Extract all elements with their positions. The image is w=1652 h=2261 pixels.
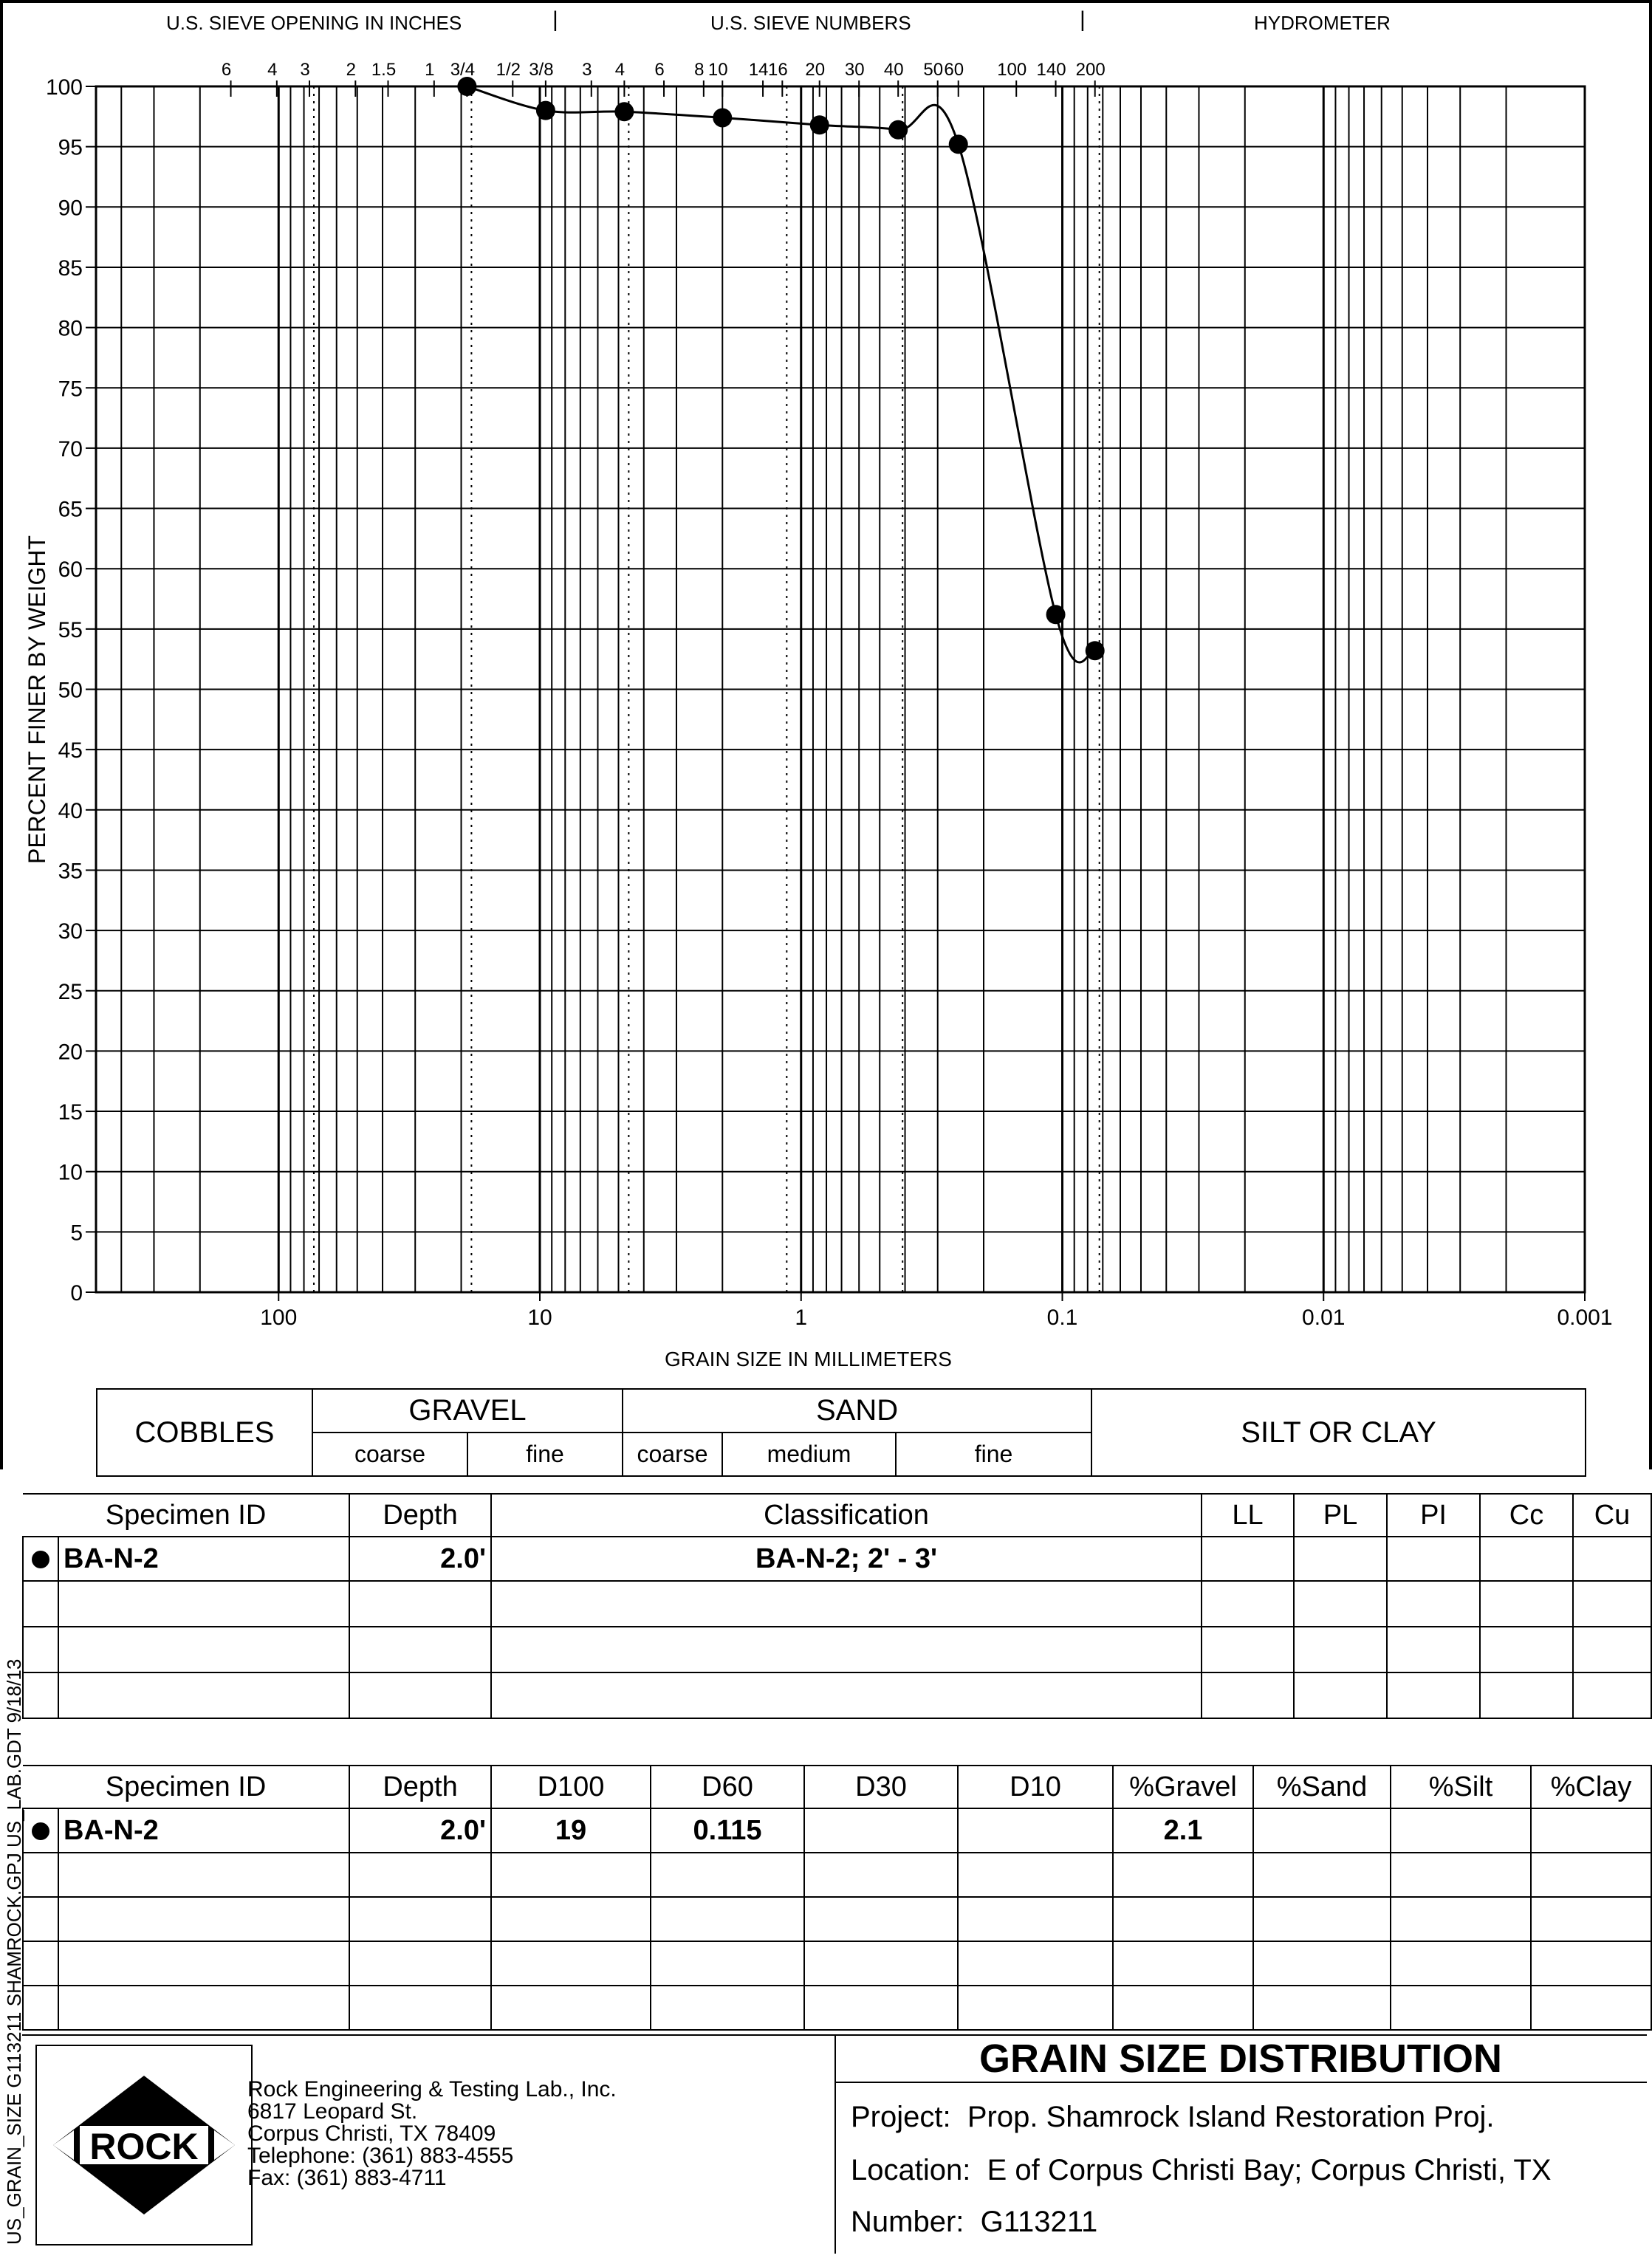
footer-title-block xyxy=(834,2034,1647,2254)
col-d60: D60 xyxy=(651,1766,804,1808)
project-label: Project: xyxy=(851,2101,951,2133)
col-pct-silt: %Silt xyxy=(1391,1766,1531,1808)
series-marker-cell xyxy=(23,1808,58,1853)
sieve-size-label: 20 xyxy=(805,60,826,80)
table-row xyxy=(23,1941,1651,1986)
x-tick-label: 100 xyxy=(260,1306,298,1330)
y-axis-title: PERCENT FINER BY WEIGHT xyxy=(24,535,50,864)
col-ll: LL xyxy=(1202,1494,1294,1537)
gradation-curve xyxy=(457,77,1104,662)
side-file-label: US_GRAIN_SIZE G113211 SHAMROCK.GPJ US_LAB.GDT 9/18/13 xyxy=(3,1658,25,2245)
depth-value: 2.0' xyxy=(349,1537,491,1581)
project-line xyxy=(851,2101,1495,2134)
table-row xyxy=(23,1627,1651,1672)
col-d10: D10 xyxy=(958,1766,1113,1808)
y-tick-label: 95 xyxy=(58,135,83,160)
y-tick-label: 0 xyxy=(70,1281,83,1306)
sieve-size-label: 140 xyxy=(1036,60,1066,80)
data-point xyxy=(810,115,829,134)
y-tick-label: 50 xyxy=(58,678,83,703)
specimen-id-value: BA-N-2 xyxy=(58,1808,349,1853)
table-row xyxy=(23,1808,1651,1853)
d100-value: 19 xyxy=(491,1808,651,1853)
y-tick-label: 25 xyxy=(58,979,83,1004)
sieve-size-label: 14 xyxy=(748,60,769,80)
data-point xyxy=(888,120,908,140)
sieve-size-label: 50 xyxy=(923,60,944,80)
data-point xyxy=(1086,641,1105,660)
sieve-size-label: 8 xyxy=(694,60,705,80)
header-divider-1: | xyxy=(552,7,558,32)
specimen-id-value: BA-N-2 xyxy=(58,1537,349,1581)
series-marker-cell xyxy=(23,1537,58,1581)
company-info xyxy=(247,2079,617,2189)
gravel-coarse-cell: coarse xyxy=(312,1433,467,1476)
cobbles-cell: COBBLES xyxy=(97,1389,312,1476)
y-tick-label: 45 xyxy=(58,738,83,764)
col-pi: PI xyxy=(1387,1494,1480,1537)
location-value: E of Corpus Christi Bay; Corpus Christi, TX xyxy=(987,2154,1552,2186)
number-label: Number: xyxy=(851,2206,964,2238)
y-tick-label: 60 xyxy=(58,557,83,583)
circle-marker-icon xyxy=(32,1822,49,1840)
classification-value: BA-N-2; 2' - 3' xyxy=(491,1537,1202,1581)
data-point xyxy=(614,102,634,121)
sieve-size-label: 16 xyxy=(767,60,788,80)
y-tick-label: 55 xyxy=(58,617,83,642)
table-row xyxy=(23,1853,1651,1897)
y-tick-label: 90 xyxy=(58,196,83,221)
gravel-cell: GRAVEL xyxy=(312,1389,623,1433)
sieve-size-label: 30 xyxy=(844,60,865,80)
silt-clay-cell: SILT OR CLAY xyxy=(1091,1389,1586,1476)
company-city: Corpus Christi, TX 78409 xyxy=(247,2121,496,2146)
classification-table xyxy=(22,1493,1652,1719)
y-tick-label: 5 xyxy=(70,1221,83,1246)
data-point xyxy=(1046,605,1066,624)
col-depth: Depth xyxy=(349,1494,491,1537)
grain-size-table xyxy=(22,1765,1652,2031)
sieve-size-label: 3/4 xyxy=(450,60,476,80)
sieve-size-label: 100 xyxy=(997,60,1027,80)
number-value: G113211 xyxy=(980,2206,1098,2238)
location-line xyxy=(851,2154,1552,2187)
col-pct-sand: %Sand xyxy=(1253,1766,1391,1808)
header-divider-2: | xyxy=(1080,7,1086,32)
sieve-size-label: 6 xyxy=(654,60,665,80)
company-name: Rock Engineering & Testing Lab., Inc. xyxy=(247,2077,617,2102)
col-pct-clay: %Clay xyxy=(1531,1766,1651,1808)
sand-coarse-cell: coarse xyxy=(623,1433,722,1476)
project-value: Prop. Shamrock Island Restoration Proj. xyxy=(967,2101,1495,2133)
col-classification: Classification xyxy=(491,1494,1202,1537)
sieve-size-label: 40 xyxy=(883,60,904,80)
report-title: GRAIN SIZE DISTRIBUTION xyxy=(834,2036,1647,2083)
circle-marker-icon xyxy=(32,1551,49,1568)
table-row xyxy=(23,1537,1651,1581)
data-point xyxy=(713,108,732,127)
sieve-size-label: 10 xyxy=(707,60,728,80)
y-tick-label: 10 xyxy=(58,1160,83,1185)
table-row xyxy=(23,1672,1651,1718)
x-tick-label: 0.01 xyxy=(1302,1306,1346,1330)
number-line xyxy=(851,2206,1097,2239)
col-pct-gravel: %Gravel xyxy=(1113,1766,1253,1808)
series-line xyxy=(467,86,1094,662)
sieve-size-label: 3/8 xyxy=(529,60,554,80)
data-point xyxy=(536,101,555,120)
x-tick-label: 0.1 xyxy=(1046,1306,1078,1330)
y-tick-label: 70 xyxy=(58,436,83,462)
hydrometer-label: HYDROMETER xyxy=(1254,12,1391,34)
y-tick-label: 80 xyxy=(58,316,83,341)
rock-logo-icon xyxy=(37,2046,251,2244)
col-cu: Cu xyxy=(1573,1494,1651,1537)
sieve-size-label: 3 xyxy=(300,60,310,80)
company-telephone: Telephone: (361) 883-4555 xyxy=(247,2144,514,2168)
sieve-size-label: 2 xyxy=(346,60,356,80)
y-tick-label: 100 xyxy=(45,75,83,100)
y-tick-label: 75 xyxy=(58,377,83,402)
sieve-size-label: 1.5 xyxy=(371,60,397,80)
sieve-size-label: 200 xyxy=(1075,60,1106,80)
table-row xyxy=(23,1986,1651,2030)
sand-fine-cell: fine xyxy=(896,1433,1091,1476)
depth-value: 2.0' xyxy=(349,1808,491,1853)
x-tick-label: 0.001 xyxy=(1557,1306,1613,1330)
col-d30: D30 xyxy=(804,1766,958,1808)
logo-text: ROCK xyxy=(89,2126,199,2167)
y-tick-label: 35 xyxy=(58,859,83,884)
gravel-fine-cell: fine xyxy=(467,1433,623,1476)
sieve-size-label: 1 xyxy=(425,60,435,80)
y-tick-label: 65 xyxy=(58,497,83,522)
data-point xyxy=(949,134,968,154)
sieve-numbers-label: U.S. SIEVE NUMBERS xyxy=(710,12,911,34)
sand-cell: SAND xyxy=(623,1389,1091,1433)
chart-labels xyxy=(46,60,1613,1330)
soil-classification-table xyxy=(96,1388,1586,1477)
col-pl: PL xyxy=(1294,1494,1387,1537)
y-tick-label: 15 xyxy=(58,1100,83,1125)
col-specimen-id: Specimen ID xyxy=(23,1494,349,1537)
d60-value: 0.115 xyxy=(651,1808,804,1853)
y-tick-label: 85 xyxy=(58,255,83,281)
logo-box xyxy=(35,2045,253,2245)
col-specimen-id: Specimen ID xyxy=(23,1766,349,1808)
col-d100: D100 xyxy=(491,1766,651,1808)
sieve-size-label: 4 xyxy=(267,60,278,80)
table-row xyxy=(23,1581,1651,1627)
x-tick-label: 10 xyxy=(527,1306,552,1330)
y-tick-label: 30 xyxy=(58,919,83,944)
footer-company-block xyxy=(22,2034,836,2254)
col-cc: Cc xyxy=(1480,1494,1573,1537)
x-tick-label: 1 xyxy=(795,1306,808,1330)
sieve-size-label: 1/2 xyxy=(496,60,521,80)
company-street: 6817 Leopard St. xyxy=(247,2099,418,2124)
sieve-size-label: 4 xyxy=(614,60,626,80)
location-label: Location: xyxy=(851,2154,971,2186)
table-row xyxy=(23,1897,1651,1941)
x-axis-title: GRAIN SIZE IN MILLIMETERS xyxy=(665,1348,952,1370)
company-fax: Fax: (361) 883-4711 xyxy=(247,2166,447,2190)
sieve-size-label: 60 xyxy=(944,60,964,80)
sand-medium-cell: medium xyxy=(722,1433,896,1476)
y-tick-label: 40 xyxy=(58,798,83,823)
y-tick-label: 20 xyxy=(58,1040,83,1065)
sieve-size-label: 3 xyxy=(582,60,592,80)
col-depth: Depth xyxy=(349,1766,491,1808)
sieve-size-label: 6 xyxy=(221,60,232,80)
sieve-inches-label: U.S. SIEVE OPENING IN INCHES xyxy=(166,12,462,34)
pct-gravel-value: 2.1 xyxy=(1113,1808,1253,1853)
chart-grid xyxy=(86,80,1585,1301)
